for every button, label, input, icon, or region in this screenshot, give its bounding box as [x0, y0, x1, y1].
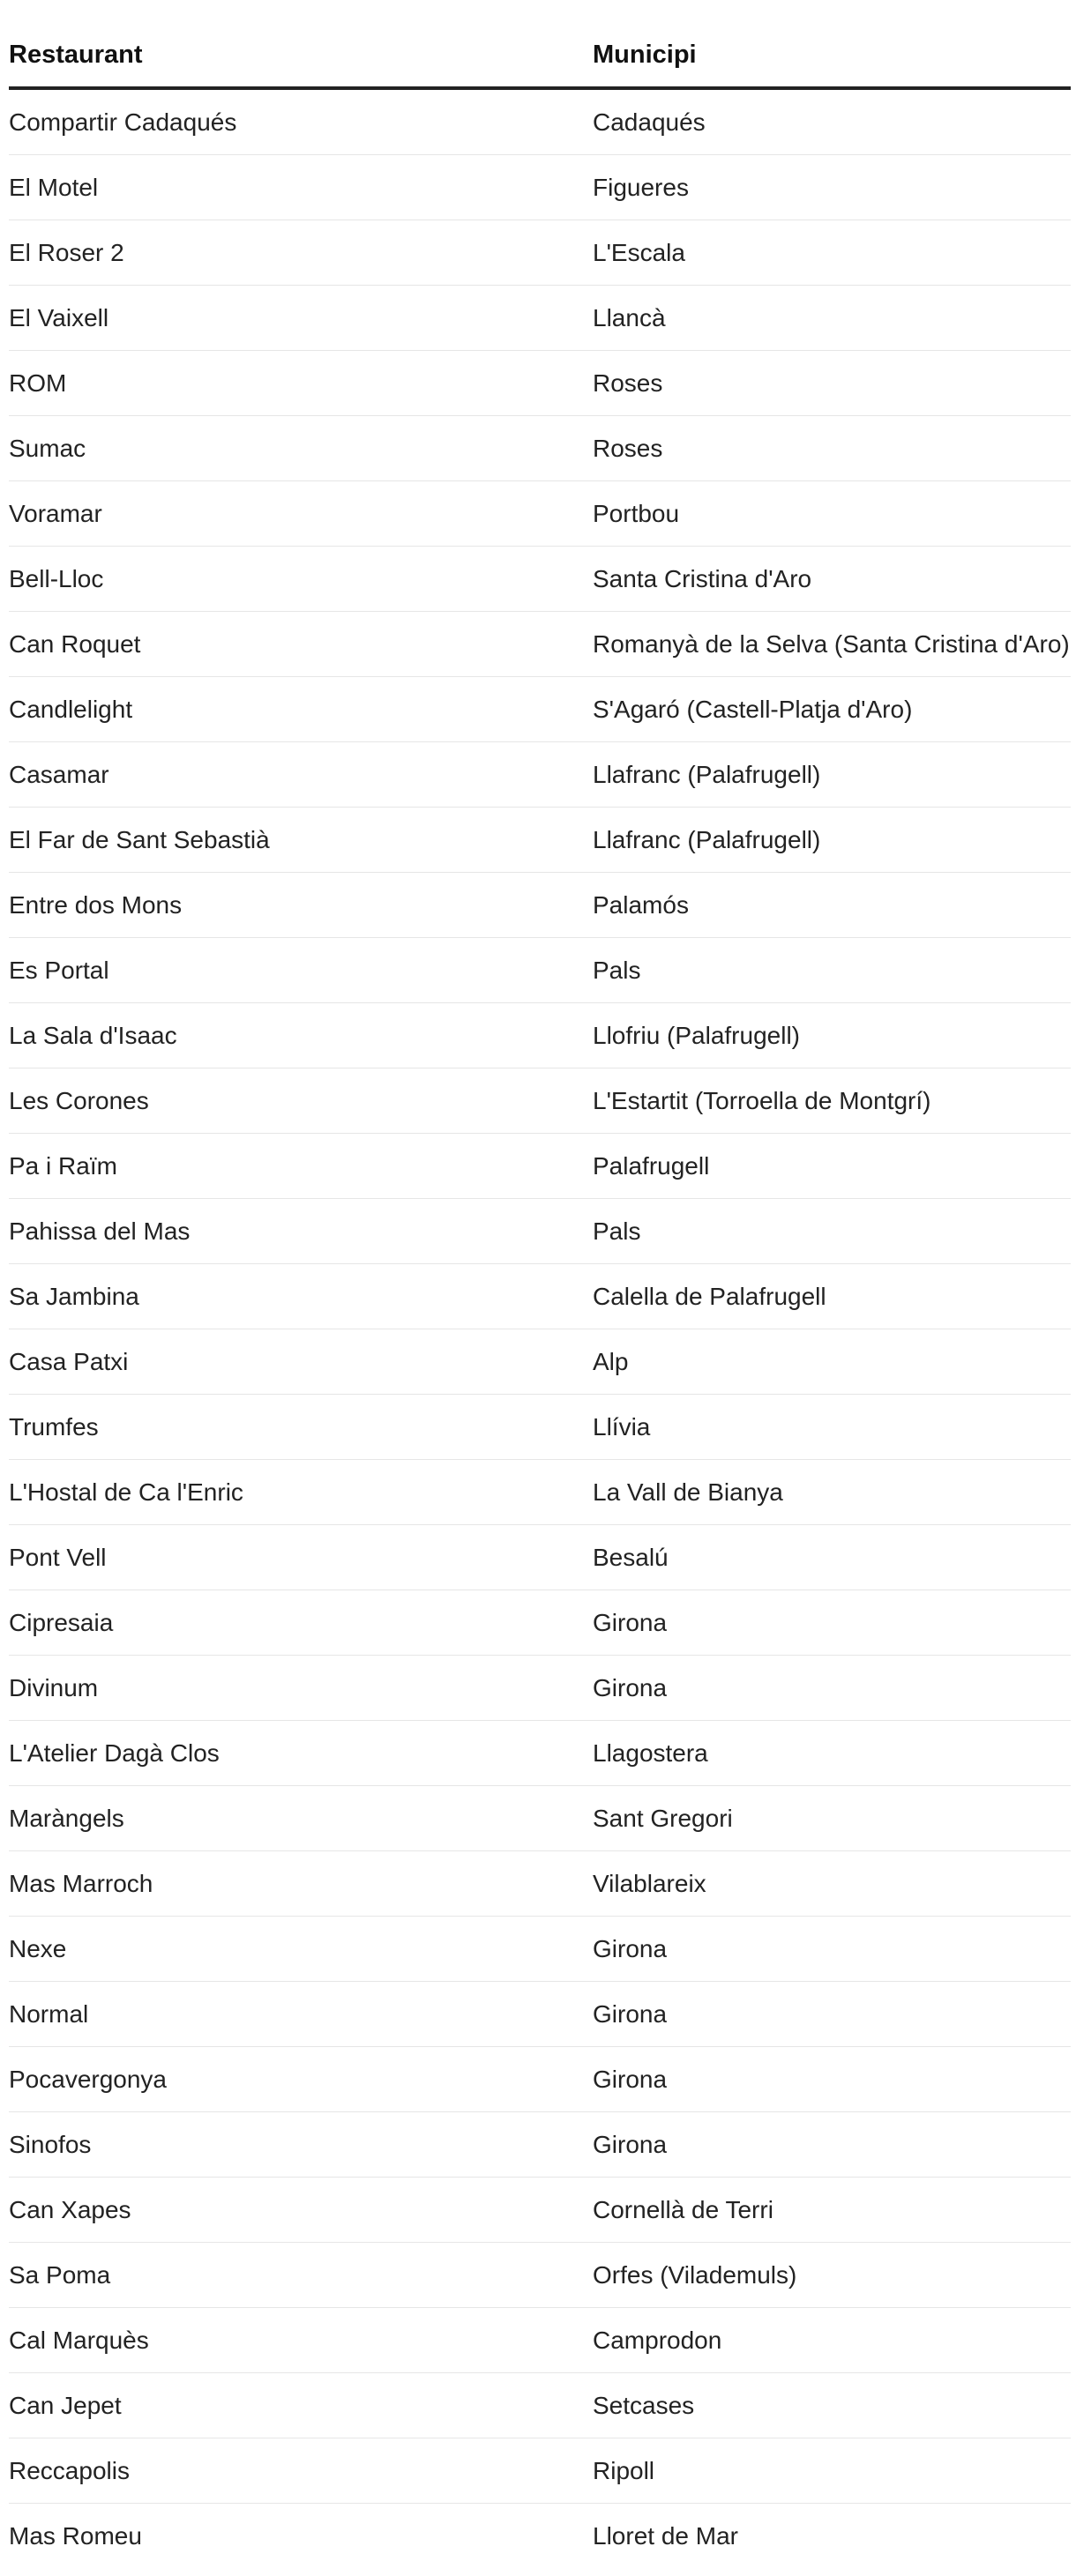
restaurant-cell: El Far de Sant Sebastià	[9, 808, 593, 873]
table-header	[9, 23, 1071, 88]
restaurant-cell: Pahissa del Mas	[9, 1199, 593, 1264]
restaurant-cell: El Vaixell	[9, 286, 593, 351]
municipi-cell: Santa Cristina d'Aro	[593, 547, 1071, 612]
table-body	[9, 88, 1071, 2568]
restaurant-cell: Trumfes	[9, 1395, 593, 1460]
table-row	[9, 1656, 1071, 1721]
municipi-cell: La Vall de Bianya	[593, 1460, 1071, 1525]
table-row	[9, 1134, 1071, 1199]
restaurant-cell: Pont Vell	[9, 1525, 593, 1590]
municipi-cell: Cadaqués	[593, 88, 1071, 155]
restaurant-cell: Casa Patxi	[9, 1329, 593, 1395]
restaurant-cell: Candlelight	[9, 677, 593, 742]
municipi-cell: Palamós	[593, 873, 1071, 938]
municipi-cell: Orfes (Vilademuls)	[593, 2243, 1071, 2308]
table-row	[9, 677, 1071, 742]
table-row	[9, 1851, 1071, 1917]
table-row	[9, 416, 1071, 481]
municipi-cell: Vilablareix	[593, 1851, 1071, 1917]
municipi-cell: Girona	[593, 1656, 1071, 1721]
table-row	[9, 742, 1071, 808]
municipi-cell: Cornellà de Terri	[593, 2178, 1071, 2243]
restaurant-cell: Can Jepet	[9, 2373, 593, 2438]
table-row	[9, 351, 1071, 416]
restaurant-cell: Sumac	[9, 416, 593, 481]
municipi-cell: Llagostera	[593, 1721, 1071, 1786]
restaurant-cell: Normal	[9, 1982, 593, 2047]
table-row	[9, 1525, 1071, 1590]
table-row	[9, 1786, 1071, 1851]
municipi-cell: Llívia	[593, 1395, 1071, 1460]
restaurant-cell: ROM	[9, 351, 593, 416]
municipi-cell: Girona	[593, 1982, 1071, 2047]
table-row	[9, 1395, 1071, 1460]
table-row	[9, 873, 1071, 938]
table-row	[9, 2373, 1071, 2438]
municipi-cell: Sant Gregori	[593, 1786, 1071, 1851]
restaurant-cell: Mas Marroch	[9, 1851, 593, 1917]
table-row	[9, 1460, 1071, 1525]
municipi-cell: Camprodon	[593, 2308, 1071, 2373]
municipi-cell: Calella de Palafrugell	[593, 1264, 1071, 1329]
table-row	[9, 1003, 1071, 1068]
restaurant-cell: Nexe	[9, 1917, 593, 1982]
municipi-cell: Girona	[593, 1590, 1071, 1656]
table-header-row	[9, 23, 1071, 88]
municipi-cell: Girona	[593, 1917, 1071, 1982]
restaurant-cell: Bell-Lloc	[9, 547, 593, 612]
restaurant-cell: Es Portal	[9, 938, 593, 1003]
restaurant-cell: Casamar	[9, 742, 593, 808]
table-row	[9, 286, 1071, 351]
table-row	[9, 1590, 1071, 1656]
restaurant-cell: Divinum	[9, 1656, 593, 1721]
municipi-cell: L'Estartit (Torroella de Montgrí)	[593, 1068, 1071, 1134]
restaurant-cell: Cipresaia	[9, 1590, 593, 1656]
restaurant-cell: Cal Marquès	[9, 2308, 593, 2373]
municipi-cell: Romanyà de la Selva (Santa Cristina d'Aro)	[593, 612, 1071, 677]
municipi-cell: Lloret de Mar	[593, 2521, 738, 2550]
table-row	[9, 2047, 1071, 2112]
municipi-cell: Pals	[593, 1199, 1071, 1264]
table-row	[9, 1068, 1071, 1134]
restaurant-cell: Can Roquet	[9, 612, 593, 677]
restaurant-cell: Reccapolis	[9, 2438, 593, 2504]
table-row	[9, 2308, 1071, 2373]
restaurant-cell: L'Atelier Dagà Clos	[9, 1721, 593, 1786]
column-header-restaurant: Restaurant	[9, 23, 593, 88]
table-row	[9, 2504, 1071, 2569]
municipi-cell: Llafranc (Palafrugell)	[593, 742, 1071, 808]
restaurant-cell: Pocavergonya	[9, 2047, 593, 2112]
restaurant-cell: Maràngels	[9, 1786, 593, 1851]
table-row	[9, 938, 1071, 1003]
table-row	[9, 808, 1071, 873]
restaurant-cell: Les Corones	[9, 1068, 593, 1134]
restaurant-cell: Sinofos	[9, 2112, 593, 2178]
municipi-cell: Palafrugell	[593, 1134, 1071, 1199]
table-row	[9, 2438, 1071, 2504]
table-row	[9, 547, 1071, 612]
municipi-cell: Alp	[593, 1329, 1071, 1395]
restaurant-cell: Sa Poma	[9, 2243, 593, 2308]
municipi-cell: Llofriu (Palafrugell)	[593, 1003, 1071, 1068]
municipi-cell: Llafranc (Palafrugell)	[593, 808, 1071, 873]
table-row	[9, 1329, 1071, 1395]
table-row	[9, 1264, 1071, 1329]
table-row	[9, 1721, 1071, 1786]
table-row	[9, 612, 1071, 677]
municipi-cell: Portbou	[593, 481, 1071, 547]
table-row	[9, 1982, 1071, 2047]
restaurant-cell: El Roser 2	[9, 220, 593, 286]
table-row	[9, 2178, 1071, 2243]
table-row	[9, 88, 1071, 155]
municipi-cell: Girona	[593, 2047, 1071, 2112]
restaurant-cell: Compartir Cadaqués	[9, 88, 593, 155]
municipi-cell: L'Escala	[593, 220, 1071, 286]
municipi-cell: Llancà	[593, 286, 1071, 351]
municipi-cell: Figueres	[593, 155, 1071, 220]
restaurant-cell: L'Hostal de Ca l'Enric	[9, 1460, 593, 1525]
column-header-municipi: Municipi	[593, 23, 1071, 88]
municipi-cell: Roses	[593, 351, 1071, 416]
table-row	[9, 1199, 1071, 1264]
restaurant-cell: El Motel	[9, 155, 593, 220]
table-row	[9, 155, 1071, 220]
municipi-cell: Girona	[593, 2112, 1071, 2178]
restaurant-cell: Mas Romeu	[9, 2521, 142, 2550]
table-row	[9, 2243, 1071, 2308]
restaurant-cell: La Sala d'Isaac	[9, 1003, 593, 1068]
table-row	[9, 220, 1071, 286]
restaurant-cell: Voramar	[9, 481, 593, 547]
restaurant-cell: Entre dos Mons	[9, 873, 593, 938]
restaurant-cell: Can Xapes	[9, 2178, 593, 2243]
restaurants-table-container	[9, 23, 1071, 2568]
restaurant-cell: Pa i Raïm	[9, 1134, 593, 1199]
table-row	[9, 2112, 1071, 2178]
restaurants-table	[9, 23, 1071, 2568]
municipi-cell: S'Agaró (Castell-Platja d'Aro)	[593, 677, 1071, 742]
municipi-cell: Setcases	[593, 2373, 1071, 2438]
municipi-cell: Besalú	[593, 1525, 1071, 1590]
municipi-cell: Ripoll	[593, 2438, 1071, 2504]
table-row	[9, 481, 1071, 547]
municipi-cell: Roses	[593, 416, 1071, 481]
restaurant-cell: Sa Jambina	[9, 1264, 593, 1329]
municipi-cell: Pals	[593, 938, 1071, 1003]
table-row	[9, 1917, 1071, 1982]
